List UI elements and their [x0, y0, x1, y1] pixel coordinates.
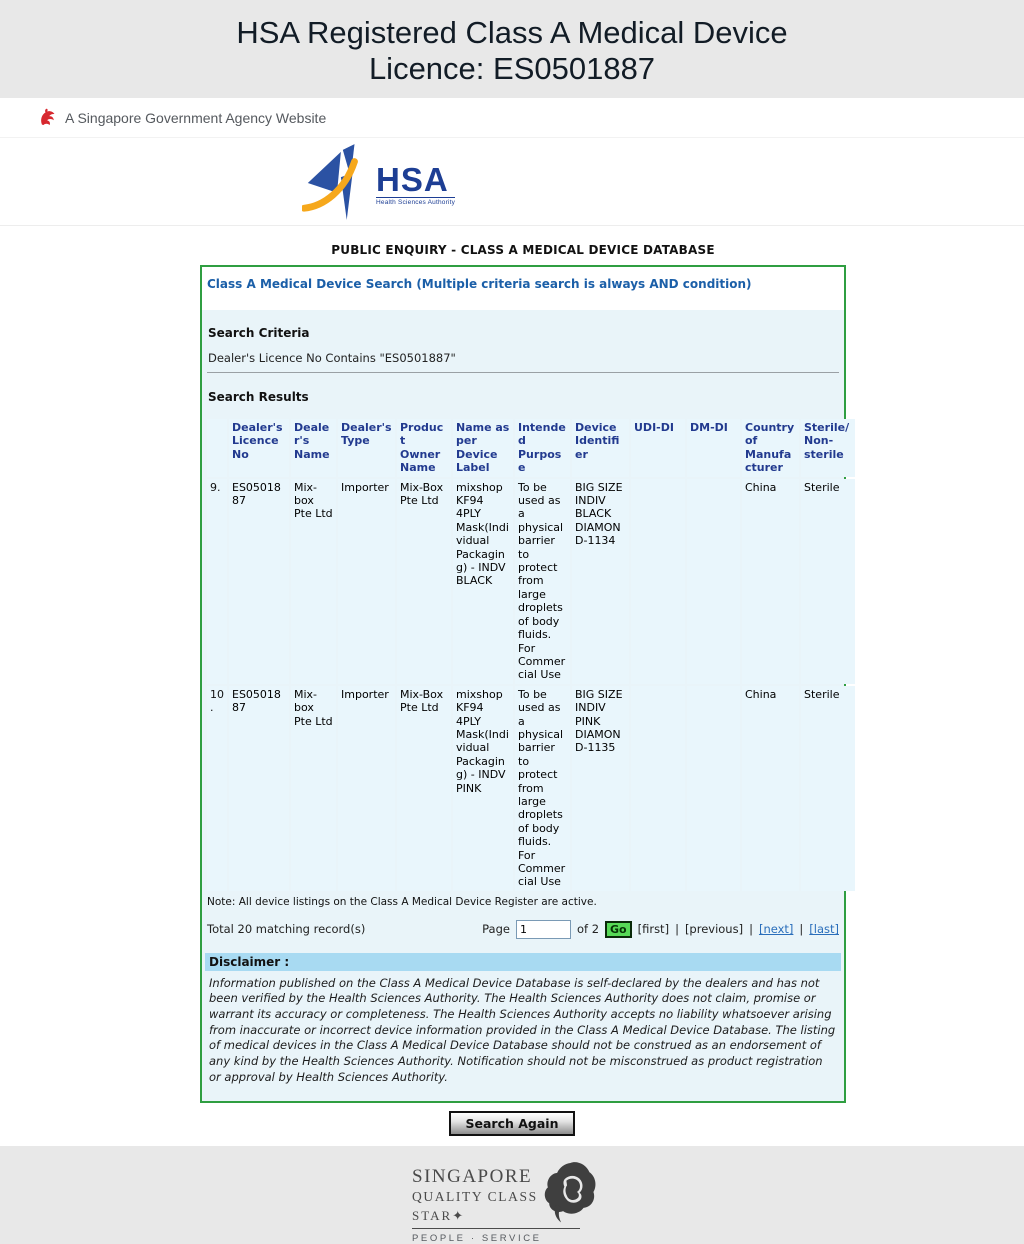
column-header: Dealer's Licence No: [229, 419, 289, 477]
column-header: Dealer's Name: [291, 419, 336, 477]
hsa-logo-subtext: Health Sciences Authority: [376, 198, 456, 206]
pagination-first: [first]: [637, 922, 670, 937]
main-content: [0, 226, 1024, 1146]
cell-device-label: mixshop KF94 4PLY Mask(Individual Packaging) - INDV PINK: [453, 686, 513, 891]
results-table: [205, 417, 857, 893]
row-index: 10.: [207, 686, 227, 891]
cell-intended-purpose: To be used as a physical barrier to protect from large droplets of body fluids. For Commercial Use: [515, 479, 570, 684]
cell-device-identifier: BIG SIZE INDIV BLACK DIAMOND-1134: [572, 479, 629, 684]
pagination-next-link[interactable]: [next]: [758, 922, 794, 937]
sqc-divider: [412, 1228, 580, 1229]
box-title: Class A Medical Device Search (Multiple criteria search is always AND condition): [207, 277, 752, 291]
page-label: Page: [482, 922, 510, 937]
search-results-box: [200, 265, 850, 1103]
column-header: Product Owner Name: [397, 419, 451, 477]
singapore-quality-class-logo: [412, 1166, 612, 1244]
sqc-line3: STAR✦: [412, 1208, 466, 1224]
box-title-strip: [202, 267, 844, 310]
column-header: Dealer's Type: [338, 419, 395, 477]
gov-strip: [0, 98, 1024, 138]
column-header: UDI-DI: [631, 419, 685, 477]
cell-device-label: mixshop KF94 4PLY Mask(Individual Packaging) - INDV BLACK: [453, 479, 513, 684]
page-input[interactable]: [516, 920, 571, 939]
cell-device-identifier: BIG SIZE INDIV PINK DIAMOND-1135: [572, 686, 629, 891]
search-again-area: [0, 1103, 1024, 1146]
table-row: [207, 686, 855, 891]
cell-licence-no: ES0501887: [229, 479, 289, 684]
page-title-banner: [0, 0, 1024, 98]
cell-product-owner: Mix-Box Pte Ltd: [397, 479, 451, 684]
cell-product-owner: Mix-Box Pte Ltd: [397, 686, 451, 891]
total-records-text: Total 20 matching record(s): [207, 922, 366, 937]
cell-dealer-name: Mix-box Pte Ltd: [291, 479, 336, 684]
column-header: Sterile/Non-sterile: [801, 419, 855, 477]
column-header: Name as per Device Label: [453, 419, 513, 477]
cell-dm-di: [687, 479, 740, 684]
pagination-controls: [482, 920, 839, 939]
table-header-row: [207, 419, 855, 477]
search-again-button[interactable]: Search Again: [449, 1111, 576, 1136]
sqc-lion-icon: [536, 1158, 602, 1226]
cell-udi-di: [631, 686, 685, 891]
column-header-index: [207, 419, 227, 477]
hsa-logo: [302, 144, 455, 220]
go-button[interactable]: Go: [605, 921, 632, 938]
footer: [0, 1146, 1024, 1244]
hsa-logo-text: HSA: [376, 160, 449, 198]
page-heading: PUBLIC ENQUIRY - CLASS A MEDICAL DEVICE DATABASE: [331, 243, 715, 257]
search-criteria-value: Dealer's Licence No Contains "ES0501887": [208, 351, 456, 365]
column-header: Device Identifier: [572, 419, 629, 477]
search-criteria-heading: Search Criteria: [208, 326, 310, 340]
pagination-bar: [205, 918, 841, 951]
pagination-previous: [previous]: [684, 922, 744, 937]
page-title-line2: Licence: ES0501887: [368, 51, 656, 86]
logo-band: [0, 138, 1024, 226]
cell-sterile: Sterile: [801, 479, 855, 684]
disclaimer-heading: Disclaimer :: [205, 953, 841, 971]
sqc-line2: QUALITY CLASS: [412, 1189, 538, 1205]
cell-dealer-type: Importer: [338, 479, 395, 684]
cell-country: China: [742, 686, 799, 891]
gov-strip-label: A Singapore Government Agency Website: [65, 109, 327, 126]
table-row: [207, 479, 855, 684]
sqc-line1: SINGAPORE: [412, 1166, 533, 1188]
hsa-logo-text-block: [376, 160, 456, 220]
cell-licence-no: ES0501887: [229, 686, 289, 891]
cell-dealer-type: Importer: [338, 686, 395, 891]
pagination-separator: |: [799, 922, 804, 937]
search-results-heading: Search Results: [208, 390, 309, 404]
cell-country: China: [742, 479, 799, 684]
column-header: Country of Manufacturer: [742, 419, 799, 477]
pagination-last-link[interactable]: [last]: [809, 922, 839, 937]
cell-sterile: Sterile: [801, 686, 855, 891]
hsa-sails-icon: [302, 144, 372, 220]
sqc-tagline: PEOPLE · SERVICE: [412, 1233, 542, 1244]
table-note: Note: All device listings on the Class A Medical Device Register are active.: [207, 895, 597, 908]
pagination-separator: |: [749, 922, 753, 937]
page-of-text: of 2: [576, 922, 600, 937]
box-body: [202, 310, 850, 1101]
sg-lion-icon: [38, 108, 57, 127]
disclaimer-text: Information published on the Class A Medical Device Database is self-declared by the dealers and has not been verified by the Health Sciences Authority. The Health Sciences Authority does not claim, promise or warrant its accuracy or completeness. The Health Sciences Authority accepts no liability whatsoever arising from inaccurate or incorrect device information provided in the Class A Medical Device Database. The listing of medical devices in the Class A Medical Device Database should not be construed as an endorsement of any kind by the Health Sciences Authority. Notification should not be misconstrued as product registration or approval by Health Sciences Authority.: [209, 975, 836, 1084]
cell-dm-di: [687, 686, 740, 891]
cell-udi-di: [631, 479, 685, 684]
cell-dealer-name: Mix-box Pte Ltd: [291, 686, 336, 891]
pagination-separator: |: [675, 922, 679, 937]
cell-intended-purpose: To be used as a physical barrier to protect from large droplets of body fluids. For Commercial Use: [515, 686, 570, 891]
column-header: Intended Purpose: [515, 419, 570, 477]
page-title-line1: HSA Registered Class A Medical Device: [236, 15, 788, 50]
column-header: DM-DI: [687, 419, 740, 477]
row-index: 9.: [207, 479, 227, 684]
